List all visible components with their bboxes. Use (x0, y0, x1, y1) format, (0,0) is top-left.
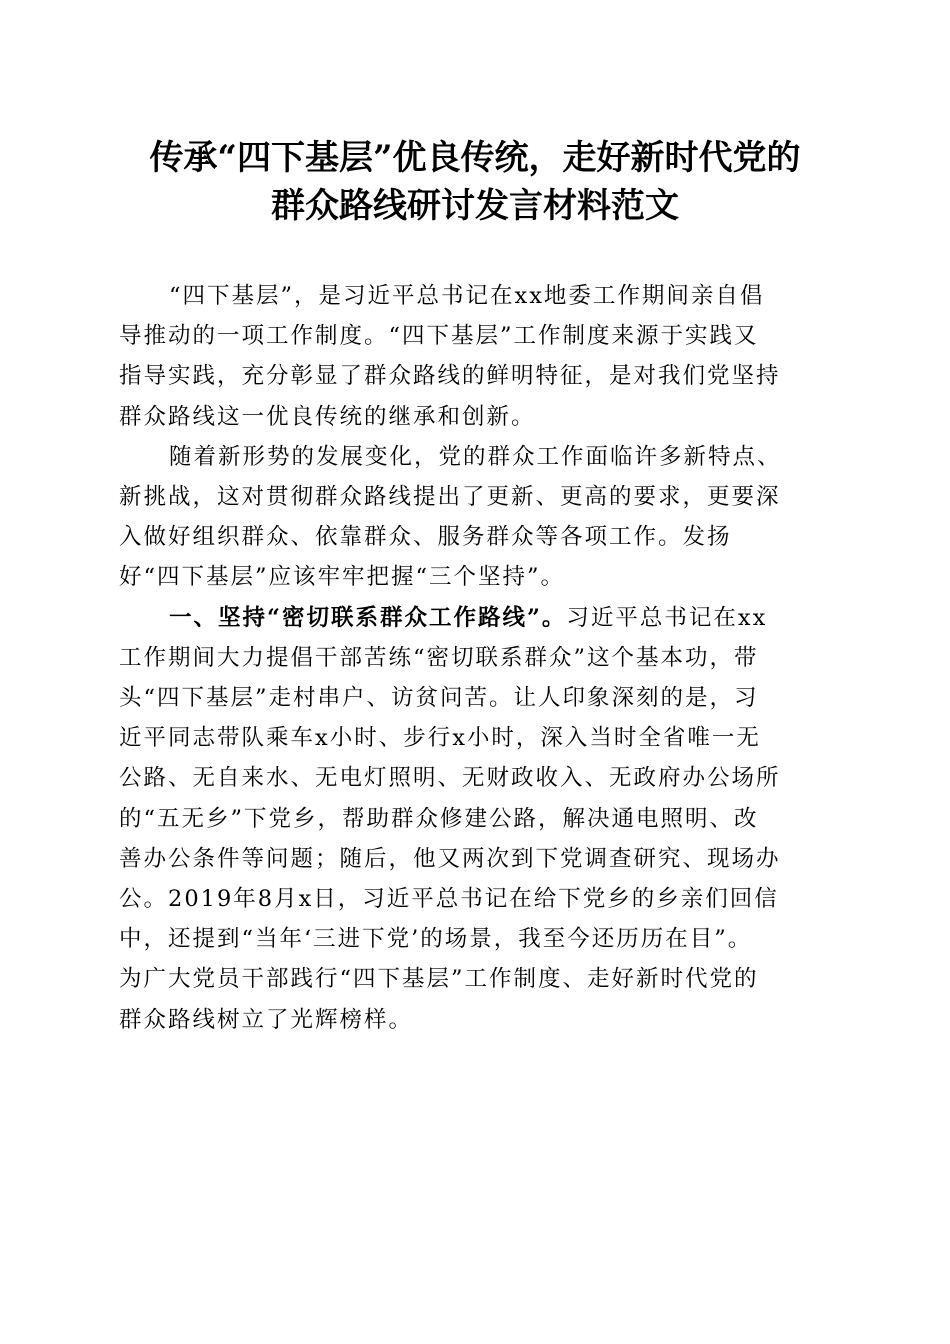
section-heading: 一、坚持“密切联系群众工作路线”。 (169, 604, 567, 631)
paragraph-line: 导推动的一项工作制度。“四下基层”工作制度来源于实践又 (119, 323, 759, 350)
paragraph-line: 善办公条件等问题；随后，他又两次到下党调查研究、现场办 (119, 845, 781, 872)
paragraph-line: “四下基层”，是习近平总书记在xx地委工作期间亲自倡 (169, 283, 765, 309)
paragraph-line: 近平同志带队乘车x小时、步行x小时，深入当时全省唯一无 (119, 725, 761, 752)
title-line: 传承“四下基层”优良传统，走好新时代党的 (149, 138, 801, 178)
paragraph-section-one (119, 598, 831, 1040)
paragraph-line: 头“四下基层”走村串户、访贫问苦。让人印象深刻的是，习 (119, 685, 759, 712)
paragraph-line: 中，还提到“当年‘三进下党’的场景，我至今还历历在目”。 (119, 926, 753, 953)
paragraph-line: 群众路线这一优良传统的继承和创新。 (119, 403, 536, 430)
paragraph-line: 工作期间大力提倡干部苦练“密切联系群众”这个基本功，带 (119, 644, 759, 671)
document-body (119, 276, 831, 1040)
title-line: 群众路线研讨发言材料范文 (271, 186, 679, 226)
paragraph-line: 好“四下基层”应该牢牢把握“三个坚持”。 (119, 564, 566, 591)
section-first-line (119, 598, 831, 638)
paragraph-intro (119, 276, 831, 437)
paragraph-line: 指导实践，充分彰显了群众路线的鲜明特征，是对我们党坚持 (119, 363, 781, 390)
paragraph-context (119, 437, 831, 598)
paragraph-line: 入做好组织群众、依靠群众、服务群众等各项工作。发扬 (119, 524, 732, 551)
page-title (90, 134, 860, 230)
paragraph-line: 随着新形势的发展变化，党的群众工作面临许多新特点、 (169, 443, 782, 470)
paragraph-line: 群众路线树立了光辉榜样。 (119, 1006, 414, 1033)
paragraph-line: 为广大党员干部践行“四下基层”工作制度、走好新时代党的 (119, 966, 759, 993)
paragraph-line: 的“五无乡”下党乡，帮助群众修建公路，解决通电照明、改 (119, 805, 759, 832)
paragraph-line: 公路、无自来水、无电灯照明、无财政收入、无政府办公场所 (119, 765, 781, 792)
paragraph-line: 新挑战，这对贯彻群众路线提出了更新、更高的要求，更要深 (119, 484, 781, 511)
section-first-line-text: 习近平总书记在xx (566, 604, 768, 631)
paragraph-line: 公。2019年8月x日，习近平总书记在给下党乡的乡亲们回信 (119, 886, 779, 913)
